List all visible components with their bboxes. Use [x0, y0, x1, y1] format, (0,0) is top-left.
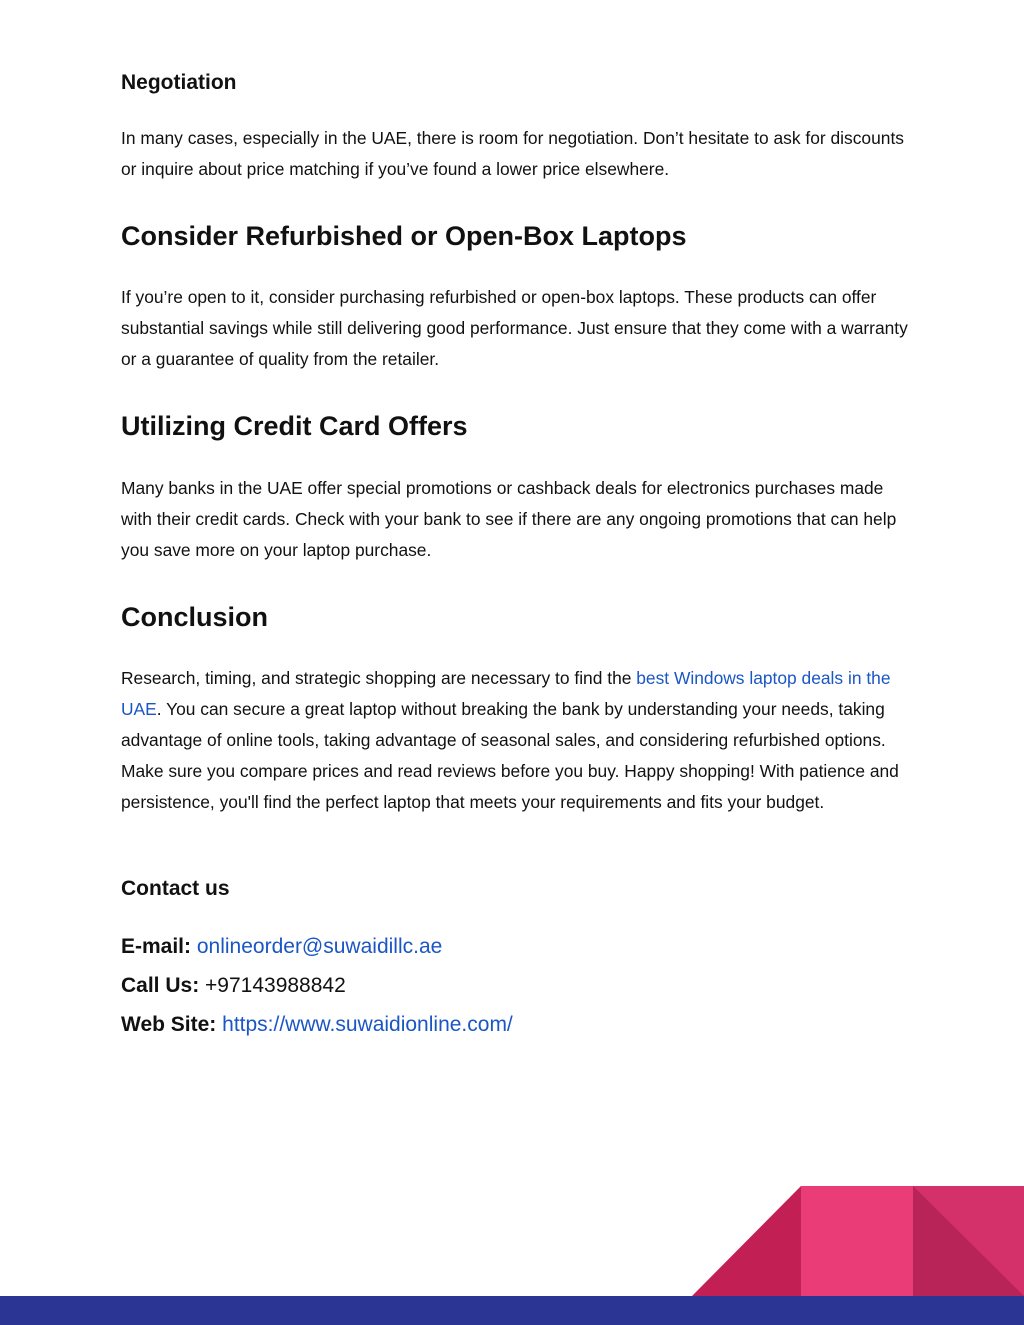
conclusion-paragraph — [121, 663, 911, 818]
decor-triangle-left — [692, 1186, 801, 1296]
decor-square-right — [913, 1186, 1024, 1296]
email-link[interactable]: onlineorder@suwaidillc.ae — [196, 935, 443, 958]
credit-card-paragraph: Many banks in the UAE offer special promotions or cashback deals for electronics purchases made with their credit cards. Check with your bank to see if there are any ongoing promotions that can help you save more on your laptop purchase. — [121, 478, 897, 560]
refurbished-heading: Consider Refurbished or Open-Box Laptops — [121, 221, 687, 251]
refurbished-paragraph: If you’re open to it, consider purchasing refurbished or open-box laptops. These products can offer substantial savings while still delivering good performance. Just ensure that they come with a warranty or a guarantee of quality from the retailer. — [121, 287, 908, 369]
email-label: E-mail: — [121, 935, 192, 958]
best-laptop-deals-link[interactable]: best Windows laptop deals in the UAE — [121, 668, 891, 719]
conclusion-text-before-link: Research, timing, and strategic shopping are necessary to find the — [121, 668, 637, 688]
negotiation-heading: Negotiation — [121, 71, 237, 94]
contact-heading: Contact us — [121, 877, 230, 900]
website-link[interactable]: https://www.suwaidionline.com/ — [222, 1013, 513, 1036]
negotiation-paragraph: In many cases, especially in the UAE, there is room for negotiation. Don’t hesitate to ask for discounts or inquire about price matching if you’ve found a lower price elsewhere. — [121, 128, 904, 179]
phone-label: Call Us: — [121, 974, 200, 997]
website-line — [121, 1013, 513, 1037]
phone-line — [121, 974, 346, 998]
email-line — [121, 935, 442, 959]
footer-band — [0, 1296, 1024, 1325]
conclusion-text-after-link: . You can secure a great laptop without breaking the bank by understanding your needs, taking advantage of online tools, taking advantage of seasonal sales, and considering refurbished options. Make sure you compare prices and read reviews before you buy. Happy shopping! With patience and persistence, you'll find the perfect laptop that meets your requirements and fits your budget. — [121, 699, 899, 812]
decor-shadow-triangle — [913, 1186, 1024, 1296]
website-label: Web Site: — [121, 1013, 217, 1036]
phone-value: +97143988842 — [205, 974, 346, 997]
conclusion-heading: Conclusion — [121, 602, 268, 632]
credit-card-heading: Utilizing Credit Card Offers — [121, 411, 468, 441]
decor-square-pink — [801, 1186, 913, 1296]
